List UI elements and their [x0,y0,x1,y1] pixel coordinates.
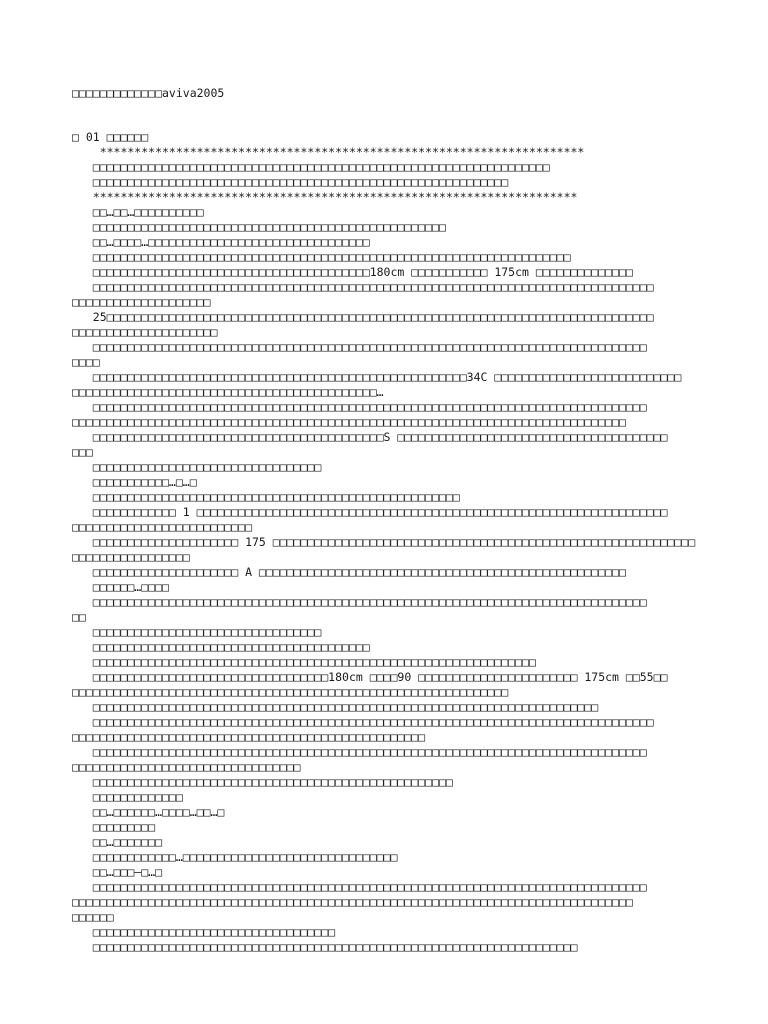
text-line: □□□□□□□□□□□□□□□□□□□□□□□□□□□□□□□□□□□□□□□□□□□□□□□□□□□□□□□□□□□□□□□□□□□□□□□□□□□□□□□□ [72,595,647,609]
text-line: □□□□□□□□□□□□…□□□□□□□□□□□□□□□□□□□□□□□□□□□□□□□ [72,850,398,864]
text-line: □□□□□□□□□□□□□□□□□□□□□□□□□□□□□□□□□□□□□□□□□□S □□□□□□□□□□□□□□□□□□□□□□□□□□□□□□□□□□□□□□□ [72,430,668,444]
text-line: □□…□□□—□…□ [72,865,163,879]
text-line: □□□□□□□□□□□□□□□□□□□□□□□□□□□□□□□□□□□□□□□□□□□□□□□□□□□□□□□□□□□□□□□□ [72,655,536,669]
text-line: □□□□□□□□□□□□□□□□□□□□□□□□□□□□□□□□□ [72,625,322,639]
text-line: □□□□□□…□□□□ [72,580,169,594]
text-line: □□□□□□□□□□□□□□□□□□□□□□□□□□□□□□□□□□□□□□□□□□□□□□□□□□□□□□□□□□□□□□□□□□□□□□□□□□□□□□□□ [72,415,626,429]
text-line: □□□□□□□□□□□□□□□□□□□□□□□□□□□□□□□□□□□□□□□□□□□□□□□□□□□□□□34C □□□□□□□□□□□□□□□□□□□□□□□□□□□ [72,370,682,384]
text-line: □□…□□□□□□…□□□□…□□…□ [72,805,225,819]
text-line: □□□□□□□□□□□□□□□□□□□□□ [72,325,218,339]
text-line: □□□□□□□□□□□□□□□□□□□□□□□□□□□□□□□□□□□ [72,925,336,939]
text-line: □□□□□□□□□□□□□□□□□□□□□□□□□□□□□□□□□□□□□□□□□□□□□□□□□□□□□□□□□□□□□□□□□□□□□□□□□□□□□□□□ [72,745,647,759]
text-line: □□□□□□□□□□□□□□□□□□□□□□□□□□□□□□□□□□□□□□□□□□□□□□□□□□□□□□□□□□□□□□□□□□□□□□□□□□□□□□□□□ [72,280,654,294]
text-line: □□□□□□□□□□□□□□□□□□□□□□□□□□□□□□□□□ [72,460,322,474]
header-line: □□□□□□□□□□□□□aviva2005 [72,86,225,100]
text-line: □□□□□□□□□□□□□□□□□□□□□□□□□□□□□□□□□□□□□□□□□□□□□□□□□□□□□□□□□□□□□□□ [72,685,509,699]
text-line: □□□□□□□□□□□□□□□□□□□□□□□□□□□□□□□□□□□□□□□□□□□□□□□□□□□□□□□□□□□□□□□□□□□□□□□□□□□□□□□□ [72,400,647,414]
text-line: □□ [72,610,86,624]
text-line: □□□□□□□□□□□□□□□□□□□□□□□□□□□□□□□□□□□□□□□□□□□□□□□□□□□□□□□□□□□□□□□□□□□□□□ [72,940,578,954]
text-line: □□□□□□□□□□□□□□□□□□□□□□□□□□□□□□□□□□□□□□□□□□□□□□□□□□□□□□□□□□□□□□□□□□□□□ [72,250,571,264]
text-line: □□□□□□□□□□□□□□□□□□□□□ A □□□□□□□□□□□□□□□□□□□□□□□□□□□□□□□□□□□□□□□□□□□□□□□□□□□□□ [72,565,626,579]
intro-line: □□□□□□□□□□□□□□□□□□□□□□□□□□□□□□□□□□□□□□□□□□□□□□□□□□□□□□□□□□□□□□□□□□ [72,160,550,174]
text-line: □□□□□□□□□□□□□□□□□□□□□□□□□□ [72,520,253,534]
text-line: □□□□□□□□□□□□□ [72,790,183,804]
text-line: □□□□□□□□□□□□ 1 □□□□□□□□□□□□□□□□□□□□□□□□□□□□□□□□□□□□□□□□□□□□□□□□□□□□□□□□□□□□□□□□□□□□ [72,505,668,519]
text-line: □□□□□□□□□□□□□□□□□□□□□□□□□□□□□□□□□□□□□□□□□□□□□□□□□□□ [72,220,446,234]
text-line: □□□□□□□□□□□□□□□□□□□□□□□□□□□□□□□□□□□□□□□□□□□□□□□□□□□□□ [72,490,460,504]
text-line: □□□□□□□□□□□□□□□□□□□□□□□□□□□□□□□□□□□□□□□□180cm □□□□□□□□□□□ 175cm □□□□□□□□□□□□□□ [72,265,633,279]
text-line: □□□□□□□□□□□□□□□□□□□□□ 175 □□□□□□□□□□□□□□□□□□□□□□□□□□□□□□□□□□□□□□□□□□□□□□□□□□□□□□□□□□□□□ [72,535,696,549]
text-line: □□□□□□□□□□□□□□□□□□□□□□□□□□□□□□□□□□180cm □□□□90 □□□□□□□□□□□□□□□□□□□□□□□ 175cm □□55□□ [72,670,668,684]
text-line: □□□□□□ [72,910,114,924]
text-line: □□□□□□□□□□□□□□□□□ [72,550,190,564]
text-line: □□□□□□□□□□□…□…□ [72,475,197,489]
text-line: □□□□□□□□□□□□□□□□□□□□□□□□□□□□□□□□□□□□□□□□□□□□□□□□□□□□□□□□□□□□□□□□□□□□□□□□□ [72,700,599,714]
text-line: □□□□□□□□□□□□□□□□□□□□□□□□□□□□□□□□□□□□□□□□□□□□□□□□□□□□□□□□□□□□□□□□□□□□□□□□□□□□□□□□ [72,880,647,894]
body-text [72,205,712,955]
text-line: □□□□□□□□□□□□□□□□□□□□□□□□□□□□□□□□□ [72,760,301,774]
document-page [72,86,712,955]
text-line: □□…□□□□□□□ [72,835,163,849]
document-title: □ 01 □□□□□□ [72,130,149,144]
text-line: □□□□□□□□□□□□□□□□□□□□□□□□□□□□□□□□□□□□□□□□□□□□□□□□□□□ [72,730,426,744]
text-line: □□□ [72,445,93,459]
text-line: □□□□□□□□□□□□□□□□□□□□□□□□□□□□□□□□□□□□□□□□□□□□□□□□□□□□□□□□□□□□□□□□□□□□□□□□□□□□□□□□ [72,340,647,354]
text-line: 25□□□□□□□□□□□□□□□□□□□□□□□□□□□□□□□□□□□□□□□□□□□□□□□□□□□□□□□□□□□□□□□□□□□□□□□□□□□□□□□ [72,310,654,324]
text-line: □□□□□□□□□□□□□□□□□□□□□□□□□□□□□□□□□□□□□□□□□□□□… [72,385,384,399]
text-line: □□…□□□□…□□□□□□□□□□□□□□□□□□□□□□□□□□□□□□□□ [72,235,370,249]
text-line: □□□□□□□□□□□□□□□□□□□□□□□□□□□□□□□□□□□□□□□□□□□□□□□□□□□□ [72,775,453,789]
text-line: □□□□□□□□□□□□□□□□□□□□□□□□□□□□□□□□□□□□□□□□□□□□□□□□□□□□□□□□□□□□□□□□□□□□□□□□□□□□□□□□□ [72,895,633,909]
text-line: □□□□ [72,355,100,369]
star-divider: ********************************************************************** [72,190,578,204]
star-divider: ********************************************************************** [72,145,585,159]
text-line: □□□□□□□□□□□□□□□□□□□□□□□□□□□□□□□□□□□□□□□□ [72,640,370,654]
text-line: □□□□□□□□□ [72,820,156,834]
text-line: □□…□□…□□□□□□□□□□ [72,205,204,219]
intro-line: □□□□□□□□□□□□□□□□□□□□□□□□□□□□□□□□□□□□□□□□□□□□□□□□□□□□□□□□□□□□ [72,175,509,189]
spacer [72,101,712,130]
text-line: □□□□□□□□□□□□□□□□□□□□□□□□□□□□□□□□□□□□□□□□□□□□□□□□□□□□□□□□□□□□□□□□□□□□□□□□□□□□□□□□□ [72,715,654,729]
text-line: □□□□□□□□□□□□□□□□□□□□ [72,295,211,309]
